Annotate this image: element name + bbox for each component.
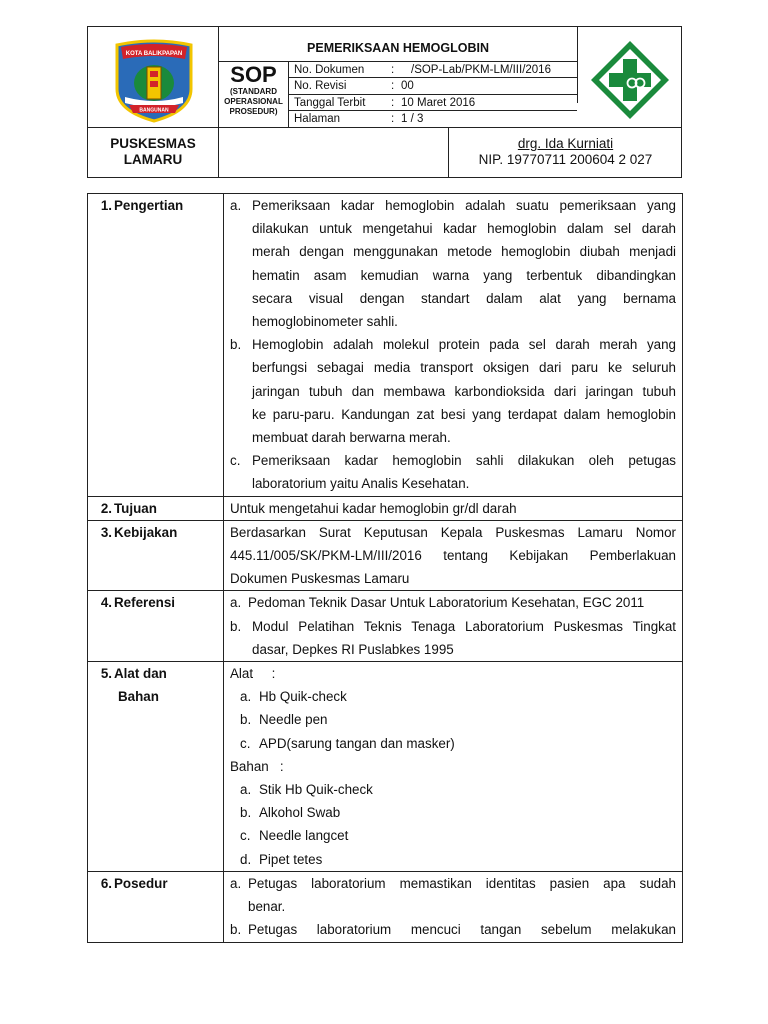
- sop-header: [87, 26, 682, 178]
- section-referensi: [88, 591, 683, 662]
- list-item: c. Pemeriksaan kadar hemoglobin sahli dilakukan oleh petugas laboratorium yaitu Analis Kesehatan.: [230, 453, 676, 492]
- section-number: 3.: [100, 524, 112, 540]
- section-label: Pengertian: [114, 198, 184, 213]
- list-item: b. Alkohol Swab: [240, 805, 341, 821]
- org-line1: PUSKESMAS: [110, 136, 196, 151]
- section-label: Referensi: [114, 595, 176, 611]
- field-rev-label: No. Revisi: [294, 80, 347, 92]
- section-label-cont: Bahan: [118, 689, 159, 705]
- list-item: b. Hemoglobin adalah molekul protein pada sel darah merah yang berfungsi sebagai media transport oksigen dari paru ke seluruh jaringan tubuh dan membawa karbondioksida dari jaringan tubuh ke paru-paru. Kandungan zat besi yang terdapat dalam hemoglobin membuat darah berwarna merah.: [230, 337, 676, 446]
- sop-label: [219, 63, 288, 117]
- sop-sub: (STANDARD OPERASIONAL PROSEDUR): [224, 87, 283, 116]
- list-item: d. Pipet tetes: [240, 851, 323, 867]
- section-label: Kebijakan: [114, 524, 178, 540]
- signer-block: [449, 136, 682, 168]
- org-line2: LAMARU: [123, 152, 183, 167]
- logo-text-top: KOTA BALIKPAPAN: [125, 51, 183, 57]
- field-page-value: 1 / 3: [401, 113, 424, 125]
- field-rev-value: 00: [401, 80, 414, 92]
- section-label: Posedur: [114, 875, 168, 891]
- section-kebijakan: 3. Kebijakan Berdasarkan Surat Keputusan Kepala Puskesmas Lamaru Nomor 445.11/005/SK/PKM-LM/III/2016 tentang Kebijakan Pemberlakuan Dokumen Puskesmas Lamaru: [88, 520, 683, 591]
- bahan-title: Bahan :: [230, 758, 284, 774]
- field-rev-sep: :: [391, 80, 395, 92]
- section-label: Alat dan: [114, 666, 167, 682]
- field-doc-sep: :: [391, 64, 395, 76]
- puskesmas-logo: [587, 39, 673, 123]
- list-item: c. Needle langcet: [240, 828, 349, 844]
- field-doc-label: No. Dokumen: [294, 64, 365, 76]
- section-pengertian: [88, 194, 683, 497]
- list-item: a. Hb Quik-check: [240, 689, 347, 705]
- logo-text-bottom: BANGUNAN: [139, 107, 169, 114]
- list-item: a. Stik Hb Quik-check: [240, 782, 373, 798]
- list-item: b. Petugas laboratorium mencuci tangan sebelum melakukan: [230, 922, 676, 938]
- list-item: a. Pemeriksaan kadar hemoglobin adalah suatu pemeriksaan yang dilakukan untuk mengetahui kadar hemoglobin dalam sel darah merah dengan menggunakan metode hemoglobin diubah menjadi hematin asam kemudian warna yang terbentuk dibandingkan secara visual dengan standart dalam alat yang bernama hemoglobinometer sahli.: [230, 198, 676, 330]
- field-doc-value: /SOP-Lab/PKM-LM/III/2016: [411, 64, 551, 76]
- field-date-sep: :: [391, 97, 395, 109]
- section-alat-bahan: [88, 662, 683, 872]
- list-item: b. Needle pen: [240, 712, 328, 728]
- list-item: b. Modul Pelatihan Teknis Tenaga Laboratorium Puskesmas Tingkat dasar, Depkes RI Puslabkes 1995: [230, 618, 676, 657]
- tujuan-text: Untuk mengetahui kadar hemoglobin gr/dl darah: [230, 500, 517, 516]
- org-name: [88, 136, 218, 168]
- city-emblem-logo: [111, 39, 197, 123]
- section-number: 4.: [100, 595, 112, 611]
- section-number: 2.: [100, 500, 112, 516]
- section-posedur: [88, 871, 683, 942]
- section-number: 5.: [100, 666, 112, 682]
- sop-big: SOP: [230, 62, 277, 87]
- signer-name: drg. Ida Kurniati: [517, 136, 614, 151]
- list-item: c. APD(sarung tangan dan masker): [240, 735, 455, 751]
- section-tujuan: [88, 496, 683, 520]
- list-item: a. Pedoman Teknik Dasar Untuk Laboratorium Kesehatan, EGC 2011: [230, 595, 645, 611]
- section-number: 1.: [100, 198, 112, 213]
- section-label: Tujuan: [114, 500, 157, 516]
- field-date-label: Tanggal Terbit: [294, 97, 366, 109]
- field-page-label: Halaman: [294, 113, 341, 125]
- field-page-sep: :: [391, 113, 395, 125]
- list-item: a. Petugas laboratorium memastikan identitas pasien apa sudah benar.: [230, 875, 676, 915]
- section-number: 6.: [100, 875, 112, 891]
- field-date-value: 10 Maret 2016: [401, 97, 476, 109]
- signer-nip: NIP. 19770711 200604 2 027: [478, 152, 653, 167]
- alat-title: Alat :: [230, 666, 276, 682]
- document-title: PEMERIKSAAN HEMOGLOBIN: [307, 41, 489, 55]
- sop-content-table: [87, 193, 683, 943]
